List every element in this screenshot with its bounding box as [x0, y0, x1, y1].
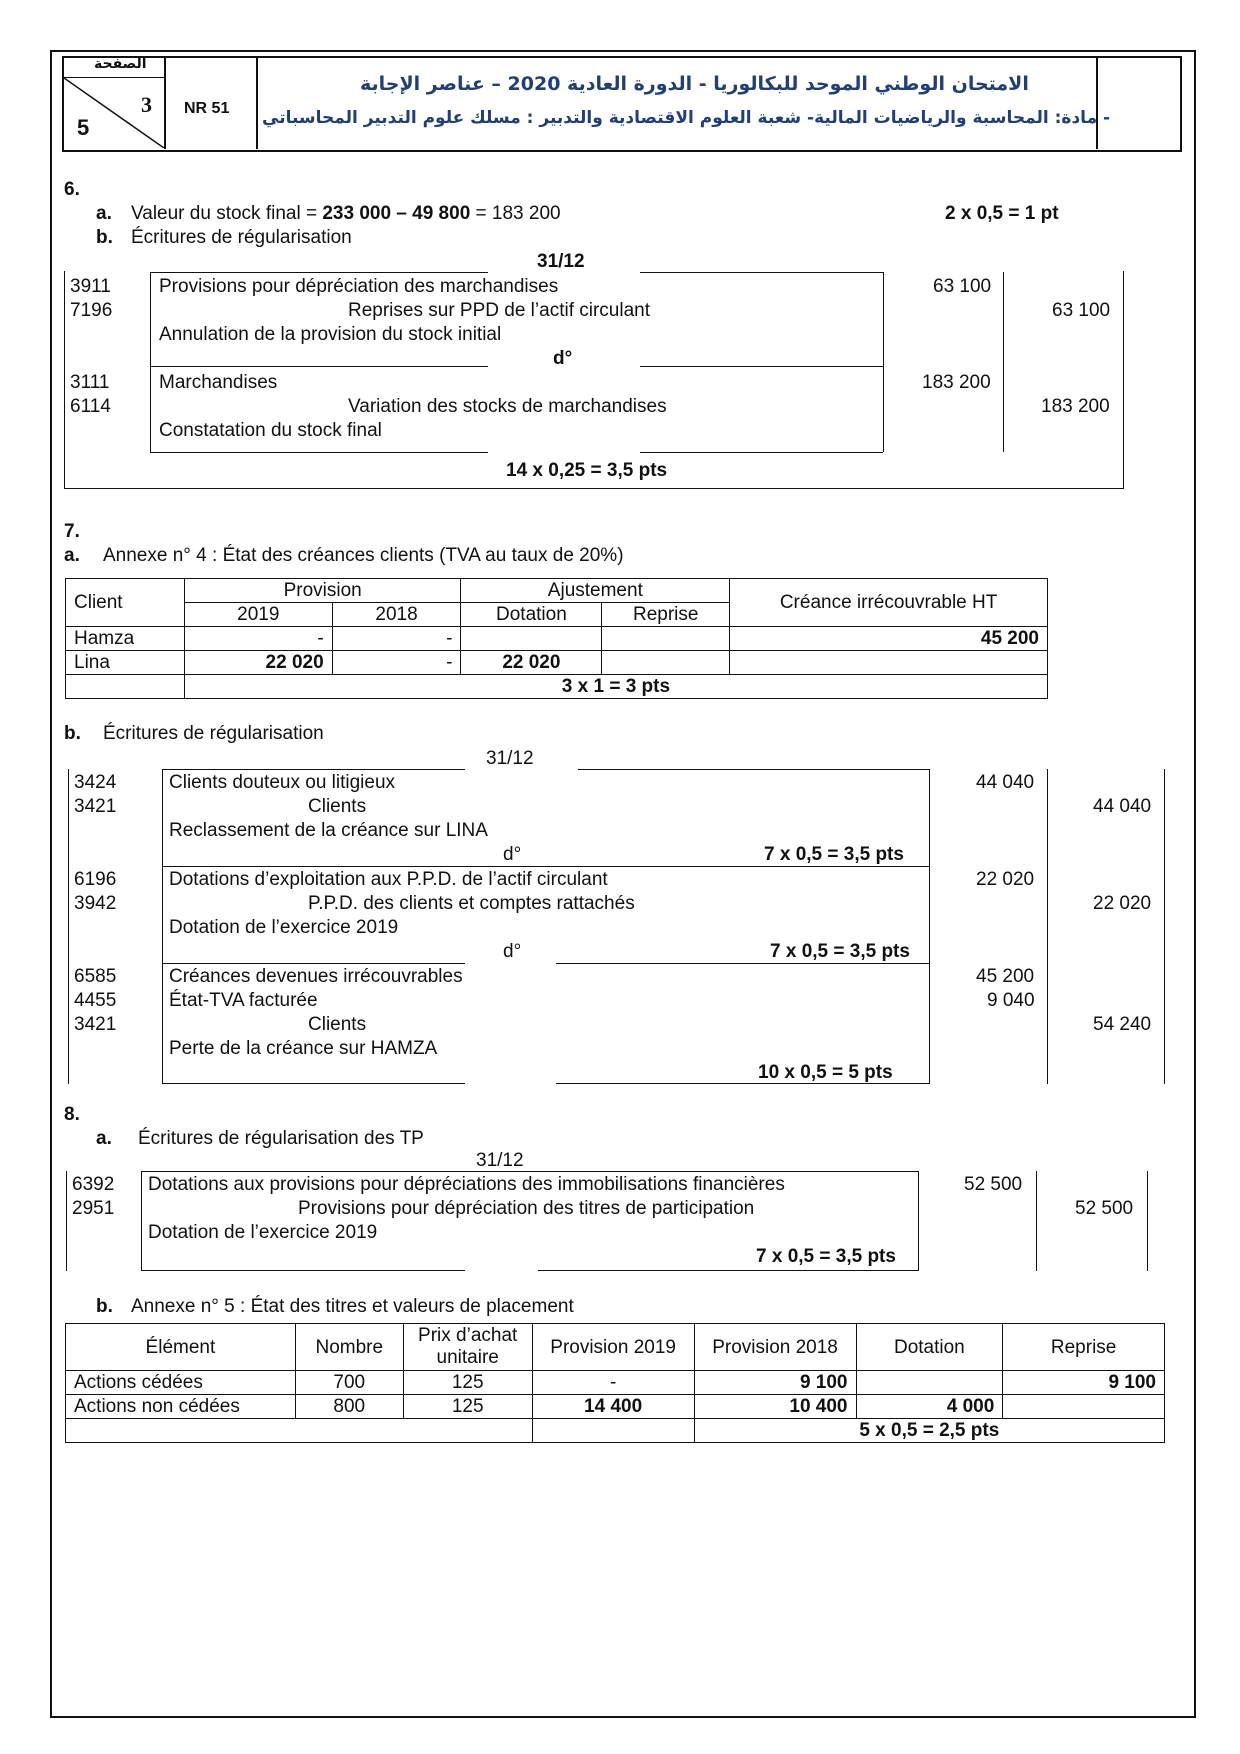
q6-e1-line2: Reprises sur PPD de l’actif circulant — [348, 300, 650, 321]
q7-r2-p2018: - — [332, 651, 461, 675]
q7-r2-creance — [730, 651, 1048, 675]
q7-e1-credit: 44 040 — [1093, 796, 1152, 817]
q6-number: 6. — [64, 179, 80, 200]
page-total: 5 — [77, 115, 90, 140]
q7-outer-left — [68, 769, 69, 1084]
page-number: 3 — [141, 92, 152, 117]
table-row — [66, 627, 1048, 651]
q8-e1-score: 7 x 0,5 = 3,5 pts — [756, 1246, 896, 1267]
q7-date: 31/12 — [486, 748, 534, 769]
q7-r1-p2018: - — [332, 627, 461, 651]
q6-date-line-right — [640, 272, 883, 273]
q7-date-line-right — [578, 769, 929, 770]
q7-e3-line1: Créances devenues irrécouvrables — [169, 966, 463, 987]
q8-r2-reprise — [1003, 1395, 1165, 1419]
q7-e1-line3: Reclassement de la créance sur LINA — [169, 820, 488, 841]
q6-date: 31/12 — [537, 251, 585, 272]
q6-e2-line3: Constatation du stock final — [159, 420, 382, 441]
q8-r1-element: Actions cédées — [66, 1371, 296, 1395]
q6-a-score: 2 x 0,5 = 1 pt — [945, 203, 1059, 224]
q8-r1-p2018: 9 100 — [694, 1371, 856, 1395]
q7-number: 7. — [64, 521, 80, 542]
q7-sep1 — [162, 866, 929, 867]
q7-sep2-right — [556, 963, 929, 964]
q7-h-2019: 2019 — [184, 603, 332, 627]
q7-ditto1: d° — [503, 844, 522, 865]
q8-e1-line3: Dotation de l’exercice 2019 — [148, 1222, 378, 1243]
q7-e3-line4: Perte de la créance sur HAMZA — [169, 1038, 438, 1059]
q8-table-score: 5 x 0,5 = 2,5 pts — [694, 1419, 1164, 1443]
q8-score-empty2 — [532, 1419, 694, 1443]
q6-e2-line1: Marchandises — [159, 372, 278, 393]
q7-r1-reprise — [602, 627, 730, 651]
q7-e3-line2: État-TVA facturée — [169, 990, 318, 1011]
q8-r1-dotation — [856, 1371, 1003, 1395]
q7-r1-client: Hamza — [66, 627, 185, 651]
q8-r2-nombre: 800 — [295, 1395, 403, 1419]
header-divider-2 — [256, 57, 258, 149]
q6-a-formula: 233 000 – 49 800 — [322, 203, 471, 224]
table-row — [66, 1395, 1165, 1419]
q7-e2-debit: 22 020 — [976, 869, 1035, 890]
q8-r2-p2018: 10 400 — [694, 1395, 856, 1419]
table-row — [66, 651, 1048, 675]
q7-ditto2: d° — [503, 941, 522, 962]
q7-e1-line2: Clients — [308, 796, 367, 817]
q7-e3-debit1: 45 200 — [976, 966, 1035, 987]
q8-number: 8. — [64, 1104, 80, 1125]
q6-e2-credit: 183 200 — [1041, 396, 1110, 417]
q8-outer-right — [1147, 1171, 1148, 1271]
q6-a-prefix: Valeur du stock final = — [131, 203, 323, 224]
q8-e1-credit: 52 500 — [1075, 1198, 1134, 1219]
q7-e2-score: 7 x 0,5 = 3,5 pts — [770, 941, 910, 962]
q7-r1-dotation — [461, 627, 602, 651]
q7-e2-line2: P.P.D. des clients et comptes rattachés — [308, 893, 635, 914]
q6-e1-debit: 63 100 — [933, 276, 992, 297]
q8-h-element: Élément — [66, 1324, 296, 1371]
q6-debit-credit-divider — [1003, 272, 1004, 452]
q7-h-2018: 2018 — [332, 603, 461, 627]
q6-e1-acc1: 3911 — [70, 276, 111, 297]
q7-r2-reprise — [602, 651, 730, 675]
q6-e2-acc1: 3111 — [70, 372, 110, 393]
q6-end-line-left — [150, 452, 488, 453]
q8-h-p2019: Provision 2019 — [532, 1324, 694, 1371]
q7-date-line-left — [162, 769, 465, 770]
header-title-line1: الامتحان الوطني الموحد للبكالوريا - الدورة العادية 2020 – عناصر الإجابة — [360, 73, 1029, 95]
q7-e3-line3: Clients — [308, 1014, 367, 1035]
q6-end-line-right — [640, 452, 883, 453]
q7-h-reprise: Reprise — [602, 603, 730, 627]
q6-b-text: Écritures de régularisation — [131, 227, 352, 248]
q7-label-left — [162, 769, 163, 1084]
q6-mid-line-left — [150, 366, 488, 367]
q6-a-text — [131, 203, 561, 225]
q7-label-right — [929, 769, 930, 1084]
q8-h-reprise: Reprise — [1003, 1324, 1165, 1371]
q7-e3-acc1: 6585 — [74, 966, 117, 987]
q8-r2-prix: 125 — [403, 1395, 532, 1419]
q6-e2-acc2: 6114 — [70, 396, 111, 417]
q7-h-ajustement: Ajustement — [461, 579, 730, 603]
q8-r1-p2019: - — [532, 1371, 694, 1395]
q6-e1-line3: Annulation de la provision du stock initial — [159, 324, 502, 345]
q8-end-right — [538, 1270, 918, 1271]
q8-h-prix2: unitaire — [436, 1347, 499, 1368]
q7-debit-credit-divider — [1047, 769, 1048, 1084]
q8-h-prix1: Prix d’achat — [418, 1325, 518, 1346]
q7-a-text: Annexe n° 4 : État des créances clients (TVA au taux de 20%) — [103, 545, 624, 566]
q6-a-result: = 183 200 — [470, 203, 561, 224]
q8-h-p2018: Provision 2018 — [694, 1324, 856, 1371]
header-divider-1 — [164, 57, 166, 149]
q7-r2-p2019: 22 020 — [184, 651, 332, 675]
q8-r2-element: Actions non cédées — [66, 1395, 296, 1419]
q7-e2-line3: Dotation de l’exercice 2019 — [169, 917, 399, 938]
q7-b-label: b. — [64, 723, 81, 744]
q7-e1-debit: 44 040 — [976, 772, 1035, 793]
q7-b-text: Écritures de régularisation — [103, 723, 324, 744]
q8-h-nombre: Nombre — [295, 1324, 403, 1371]
q7-score-empty — [66, 675, 185, 699]
q8-debit-credit-divider — [1036, 1171, 1037, 1271]
q8-date: 31/12 — [476, 1150, 524, 1171]
q8-e1-acc2: 2951 — [72, 1198, 115, 1219]
q7-h-dotation: Dotation — [461, 603, 602, 627]
q8-r1-reprise: 9 100 — [1003, 1371, 1165, 1395]
q8-r1-nombre: 700 — [295, 1371, 403, 1395]
q7-e3-acc3: 3421 — [74, 1014, 117, 1035]
q8-e1-line1: Dotations aux provisions pour dépréciations des immobilisations financières — [148, 1174, 785, 1195]
q8-outer-left — [66, 1171, 67, 1271]
q8-titres-table — [65, 1323, 1165, 1443]
q6-e2-debit: 183 200 — [922, 372, 991, 393]
q8-h-dotation: Dotation — [856, 1324, 1003, 1371]
q6-date-line-left — [150, 272, 488, 273]
q8-e1-acc1: 6392 — [72, 1174, 115, 1195]
q6-ditto: d° — [553, 348, 573, 369]
exam-code: NR 51 — [184, 100, 230, 117]
q7-e1-acc2: 3421 — [74, 796, 117, 817]
q7-e2-acc1: 6196 — [74, 869, 117, 890]
q7-e2-credit: 22 020 — [1093, 893, 1152, 914]
q6-e1-credit: 63 100 — [1052, 300, 1111, 321]
q7-r1-p2019: - — [184, 627, 332, 651]
q6-label-right-border — [883, 272, 884, 452]
table-row — [66, 1371, 1165, 1395]
q8-e1-debit: 52 500 — [964, 1174, 1023, 1195]
q8-r2-dotation: 4 000 — [856, 1395, 1003, 1419]
q6-e2-line2: Variation des stocks de marchandises — [348, 396, 667, 417]
q7-h-provision: Provision — [184, 579, 461, 603]
q8-score-empty1 — [66, 1419, 533, 1443]
q7-sep2-left — [162, 963, 465, 964]
q7-a-label: a. — [64, 545, 80, 566]
q6-score: 14 x 0,25 = 3,5 pts — [506, 460, 668, 481]
q6-label-left-border — [150, 272, 151, 452]
header-box — [62, 56, 1182, 152]
q7-e3-acc2: 4455 — [74, 990, 117, 1011]
q8-b-text: Annexe n° 5 : État des titres et valeurs de placement — [131, 1296, 574, 1317]
header-divider-3 — [1096, 57, 1098, 149]
q7-e1-acc1: 3424 — [74, 772, 117, 793]
q6-b-label: b. — [96, 227, 113, 248]
q8-end-left — [141, 1270, 465, 1271]
q7-r1-creance: 45 200 — [730, 627, 1048, 651]
q7-e1-score: 7 x 0,5 = 3,5 pts — [764, 844, 904, 865]
q8-a-label: a. — [96, 1128, 112, 1149]
q8-label-right — [918, 1171, 919, 1271]
q6-mid-line-right — [640, 366, 883, 367]
q7-table-score: 3 x 1 = 3 pts — [184, 675, 1047, 699]
q6-e1-line1: Provisions pour dépréciation des marchandises — [159, 276, 559, 297]
q7-e2-line1: Dotations d’exploitation aux P.P.D. de l’actif circulant — [169, 869, 608, 890]
q7-h-creance: Créance irrécouvrable HT — [730, 579, 1048, 627]
q6-e1-acc2: 7196 — [70, 300, 113, 321]
q6-a-label: a. — [96, 203, 112, 224]
q8-b-label: b. — [96, 1296, 113, 1317]
q8-e1-line2: Provisions pour dépréciation des titres de participation — [298, 1198, 755, 1219]
q8-a-text: Écritures de régularisation des TP — [138, 1128, 424, 1149]
q7-h-client: Client — [66, 579, 185, 627]
q7-creances-table — [65, 578, 1048, 699]
q7-end-left — [162, 1083, 465, 1084]
q7-e1-line1: Clients douteux ou litigieux — [169, 772, 396, 793]
q8-h-prix — [403, 1324, 532, 1371]
q7-e2-acc2: 3942 — [74, 893, 117, 914]
q7-e3-score: 10 x 0,5 = 5 pts — [758, 1062, 893, 1083]
q7-e3-credit: 54 240 — [1093, 1014, 1152, 1035]
q8-label-left — [141, 1171, 142, 1271]
header-title-line2: - مادة: المحاسبة والرياضيات المالية- شعبة العلوم الاقتصادية والتدبير : مسلك علوم التدبير المحاسباتي — [262, 108, 1111, 128]
q7-e3-debit2: 9 040 — [987, 990, 1035, 1011]
q8-top-line — [141, 1171, 918, 1172]
q7-outer-right — [1164, 769, 1165, 1084]
q6-credit-right-border — [1123, 272, 1124, 452]
q8-r2-p2019: 14 400 — [532, 1395, 694, 1419]
q7-r2-client: Lina — [66, 651, 185, 675]
page-label: الصفحة — [94, 56, 147, 72]
q8-r1-prix: 125 — [403, 1371, 532, 1395]
q7-r2-dotation: 22 020 — [461, 651, 602, 675]
